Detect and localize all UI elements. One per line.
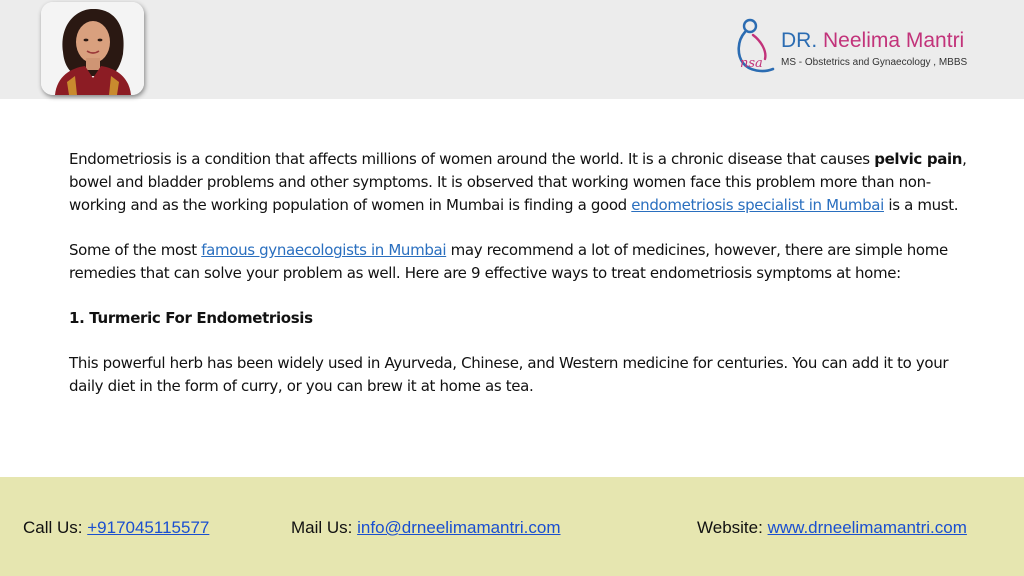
clinic-logo xyxy=(733,17,993,83)
remedies-paragraph: Some of the most famous gynaecologists in Mumbai may recommend a lot of medicines, however, there are simple home remedies that can solve your problem as well. Here are 9 effective ways to treat endometriosis symptoms at home: xyxy=(69,241,948,282)
header-banner xyxy=(0,0,1024,99)
gynaecologists-link[interactable]: famous gynaecologists in Mumbai xyxy=(201,241,447,259)
endometriosis-specialist-link[interactable]: endometriosis specialist in Mumbai xyxy=(631,196,884,214)
name-prefix: DR. xyxy=(781,29,818,52)
doctor-name: Neelima Mantri xyxy=(823,29,965,52)
intro-paragraph: Endometriosis is a condition that affects millions of women around the world. It is a chronic disease that causes pelvic pain, bowel and bladder problems and other symptoms. It is observed that working women face this problem more than non-working and as the working population of women in Mumbai is finding a good endometriosis specialist in Mumbai is a must. xyxy=(69,150,967,214)
mail-us: Mail Us: info@drneelimamantri.com xyxy=(291,518,561,537)
email-link[interactable]: info@drneelimamantri.com xyxy=(357,518,561,537)
bold-term: pelvic pain xyxy=(874,150,963,168)
mother-child-logo-icon xyxy=(733,17,779,83)
phone-link[interactable]: +917045115577 xyxy=(87,518,210,537)
call-us: Call Us: +917045115577 xyxy=(23,518,210,537)
doctor-photo xyxy=(41,2,144,95)
contact-footer xyxy=(0,477,1024,576)
logo-mark-text: nsa xyxy=(740,56,763,71)
qualifications: MS - Obstetrics and Gynaecology , MBBS xyxy=(781,57,968,68)
website: Website: www.drneelimamantri.com xyxy=(697,518,967,537)
article-body xyxy=(69,148,981,420)
website-link[interactable]: www.drneelimamantri.com xyxy=(767,518,967,537)
section-heading: 1. Turmeric For Endometriosis xyxy=(69,309,313,327)
clinic-name xyxy=(781,29,964,53)
turmeric-paragraph: This powerful herb has been widely used in Ayurveda, Chinese, and Western medicine for centuries. You can add it to your daily diet in the form of curry, or you can brew it at home as tea. xyxy=(69,354,949,395)
